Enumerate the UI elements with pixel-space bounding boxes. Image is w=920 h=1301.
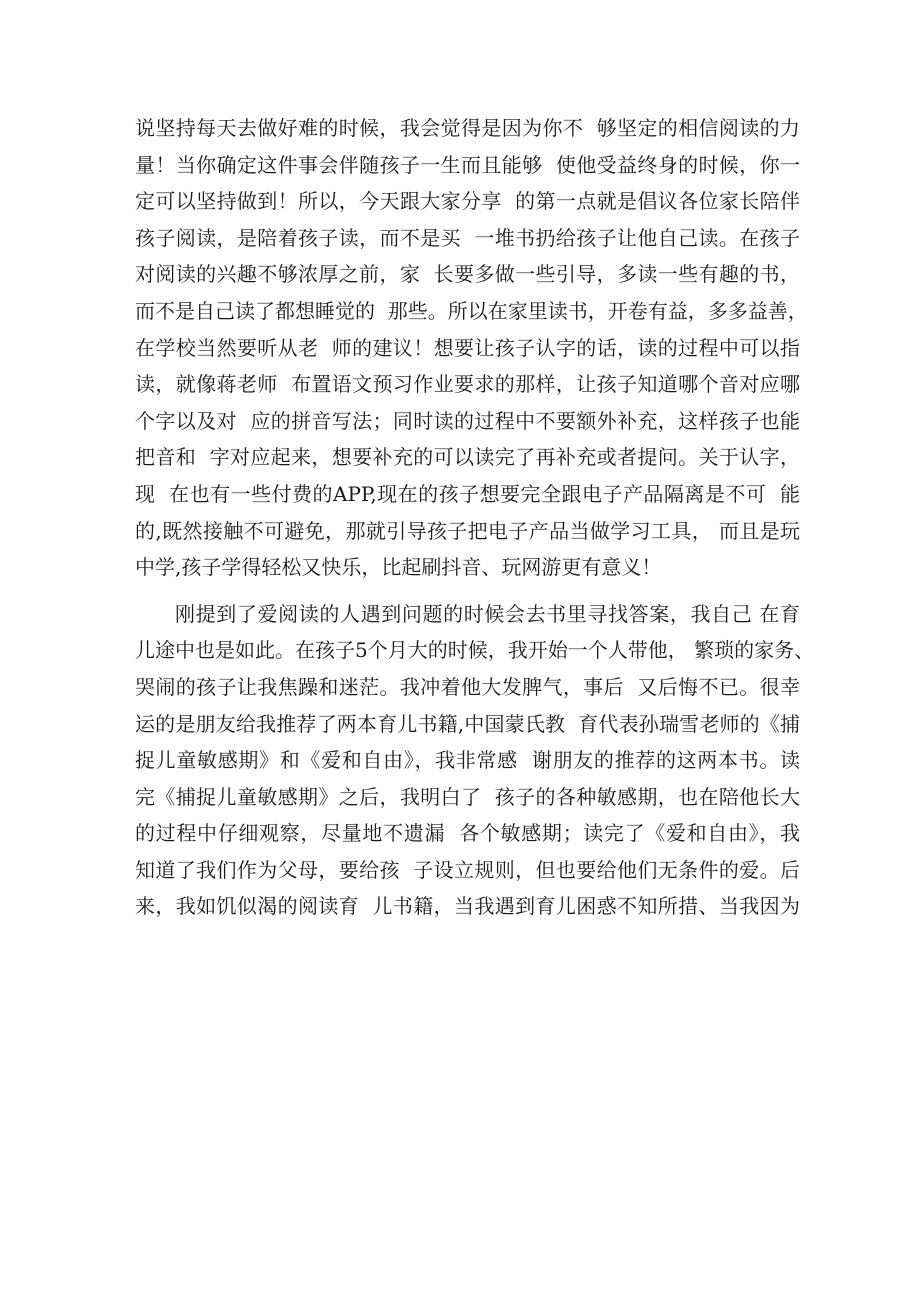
text-line: 而不是自己读了都想睡觉的 那些。所以在家里读书，开卷有益，多多益善， [135, 298, 808, 323]
text-line: 完《捕捉儿童敏感期》之后，我明白了 孩子的各种敏感期，也在陪他长大 [135, 784, 800, 809]
text-line: 的,既然接触不可避免，那就引导孩子把电子产品当做学习工具， 而且是玩 [135, 518, 800, 543]
paragraph-gap [135, 586, 800, 596]
text-line: 现 在也有一些付费的APP,现在的孩子想要完全跟电子产品隔离是不可 能 [135, 481, 800, 506]
text-line: 说坚持每天去做好难的时候，我会觉得是因为你不 够坚定的相信阅读的力 [135, 116, 800, 140]
text-line: 儿途中也是如此。在孩子5个月大的时候，我开始一个人带他， 繁琐的家务、 [135, 638, 815, 663]
text-line: 读，就像蒋老师 布置语文预习作业要求的那样，让孩子知道哪个音对应哪 [135, 372, 800, 397]
text-line: 捉儿童敏感期》和《爱和自由》，我非常感 谢朋友的推荐的这两本书。读 [135, 748, 800, 773]
text-line: 来，我如饥似渴的阅读育 儿书籍，当我遇到育儿困惑不知所措、当我因为 [135, 894, 800, 919]
text-line: 中学,孩子学得轻松又快乐，比起刷抖音、玩网游更有意义！ [135, 555, 662, 580]
text-line: 知道了我们作为父母，要给孩 子设立规则，但也要给他们无条件的爱。后 [135, 857, 800, 882]
text-line: 哭闹的孩子让我焦躁和迷茫。我冲着他大发脾气，事后 又后悔不已。很幸 [135, 674, 800, 699]
text-line: 对阅读的兴趣不够浓厚之前，家 长要多做一些引导，多读一些有趣的书， [135, 262, 800, 287]
paragraph-1 [135, 110, 808, 586]
text-line: 刚提到了爱阅读的人遇到问题的时候会去书里寻找答案，我自己 在育 [175, 601, 800, 626]
text-line: 运的是朋友给我推荐了两本育儿书籍,中国蒙氏教 育代表孙瑞雪老师的《捕 [135, 711, 800, 736]
paragraph-2 [135, 596, 815, 925]
text-line: 个字以及对 应的拼音写法；同时读的过程中不要额外补充，这样孩子也能 [135, 408, 800, 433]
text-line: 量！当你确定这件事会伴随孩子一生而且能够 使他受益终身的时候，你一 [135, 152, 800, 177]
text-line: 的过程中仔细观察，尽量地不遗漏 各个敏感期；读完了《爱和自由》，我 [135, 821, 800, 846]
text-line: 把音和 字对应起来，想要补充的可以读完了再补充或者提问。关于认字， [135, 445, 800, 470]
body-text [135, 110, 815, 925]
text-line: 定可以坚持做到！所以，今天跟大家分享 的第一点就是倡议各位家长陪伴 [135, 189, 800, 214]
text-line: 孩子阅读，是陪着孩子读，而不是买 一堆书扔给孩子让他自己读。在孩子 [135, 225, 800, 250]
text-line: 在学校当然要听从老 师的建议！想要让孩子认字的话，读的过程中可以指 [135, 335, 800, 360]
